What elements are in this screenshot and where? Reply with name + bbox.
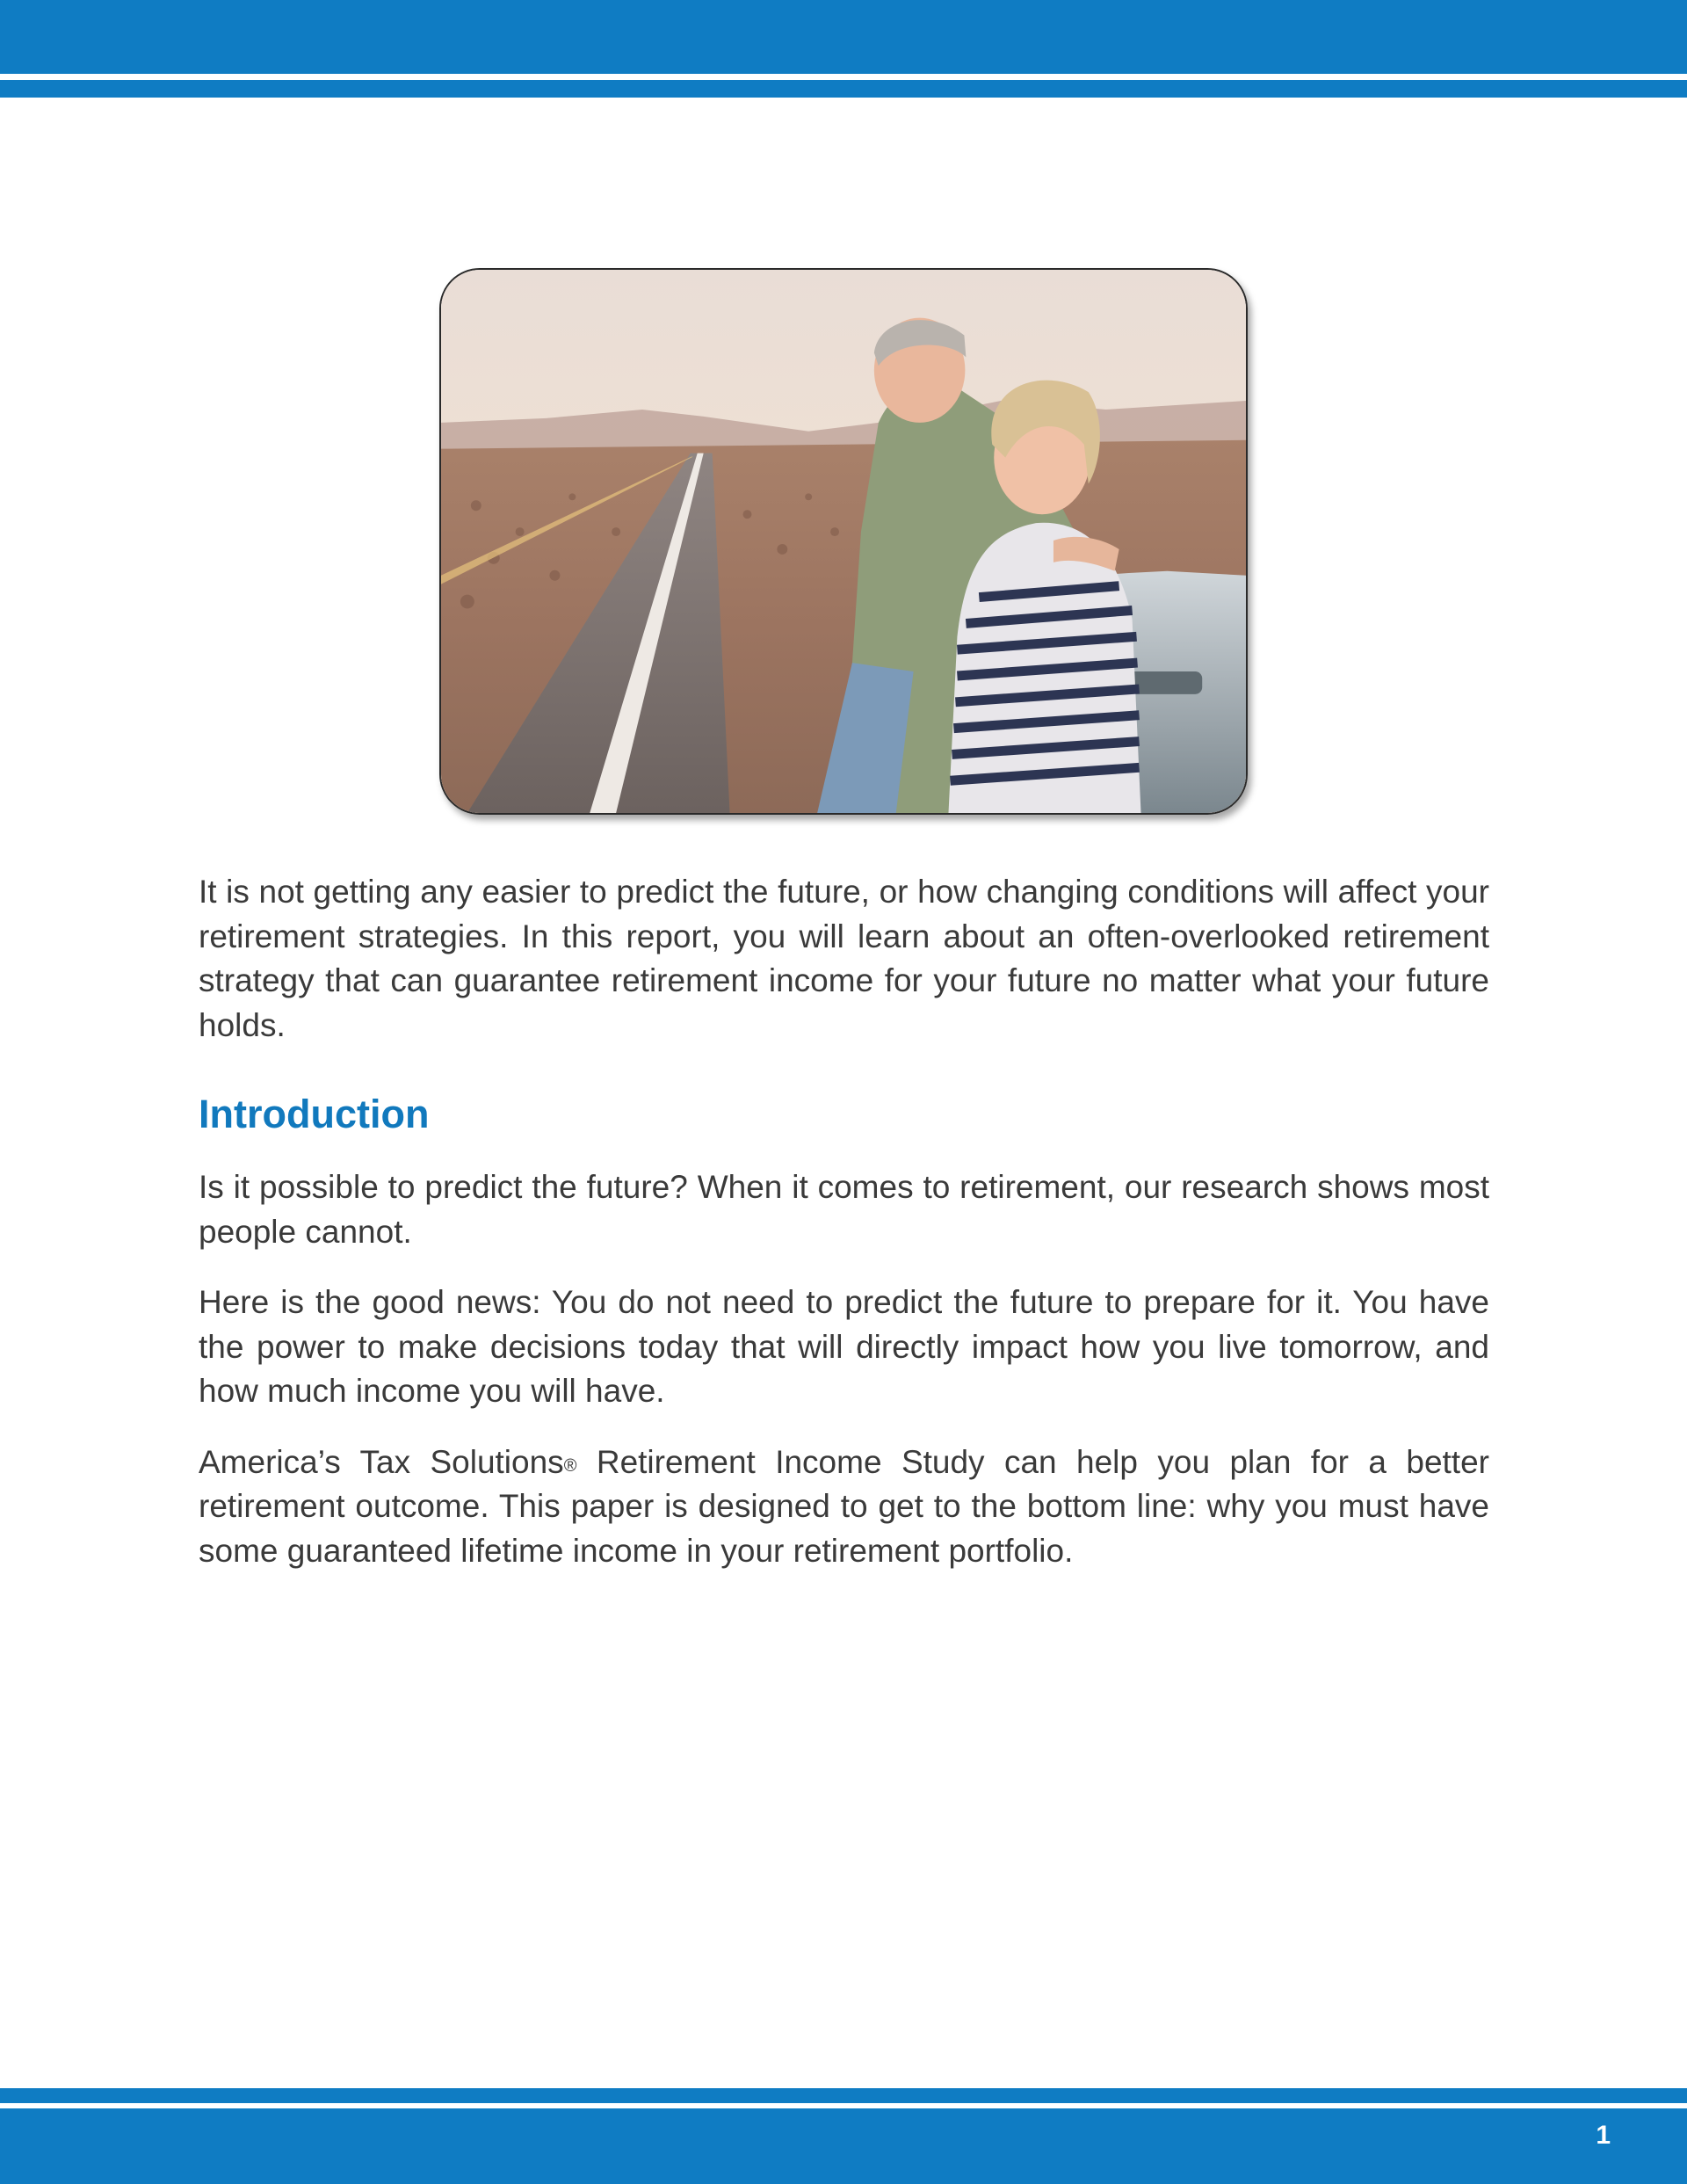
- introduction-paragraph-2: Here is the good news: You do not need to predict the future to prepare for it. You have the power to make decisions today that will directly impact how you live tomorrow, and how much income you will have.: [199, 1284, 1489, 1409]
- section-heading: Introduction: [199, 1092, 430, 1136]
- couple-photo: [439, 268, 1248, 815]
- header-gap: [0, 74, 1687, 80]
- couple-by-desert-road-photo: [441, 270, 1246, 813]
- page-number: 1: [1596, 2121, 1611, 2150]
- main-content: [199, 870, 1489, 1600]
- header-band: [0, 0, 1687, 74]
- introduction-paragraph-1: Is it possible to predict the future? When it comes to retirement, our research shows most people cannot.: [199, 1169, 1489, 1250]
- intro-paragraph: It is not getting any easier to predict the future, or how changing conditions will affect your retirement strategies. In this report, you will learn about an often-overlooked retirement strategy that can guarantee retirement income for your future no matter what your future holds.: [199, 874, 1489, 1043]
- footer-band: [0, 2108, 1687, 2184]
- introduction-paragraph-3: [199, 1440, 1489, 1574]
- header-stripe: [0, 80, 1687, 98]
- footer-stripe: [0, 2088, 1687, 2103]
- registered-mark: ®: [563, 1455, 577, 1476]
- paragraph-3-lead: America’s Tax Solutions: [199, 1443, 564, 1480]
- paragraph-3-rest: Retirement Income Study can help you plan for a better retirement outcome. This paper is designed to get to the bottom line: why you must have some guaranteed lifetime income in your retirement portfolio.: [199, 1443, 1489, 1569]
